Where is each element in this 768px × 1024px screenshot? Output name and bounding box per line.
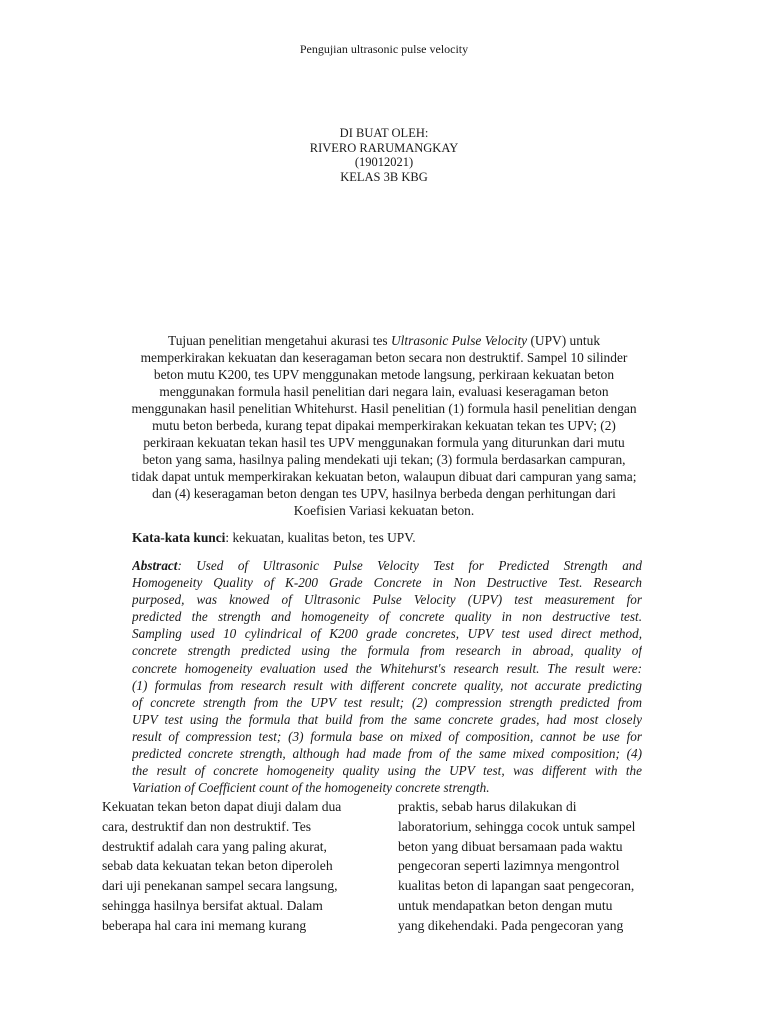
intro-line: Koefisien Variasi kekuatan beton. — [293, 503, 475, 518]
keywords-line — [132, 530, 416, 546]
author-label: DI BUAT OLEH: — [339, 126, 429, 140]
intro-line: memperkirakan kekuatan dan keseragaman beton secara non destruktif. Sampel 10 silinder — [140, 350, 628, 365]
intro-line: beton mutu K200, tes UPV menggunakan metode langsung, perkiraan kekuatan beton — [153, 367, 615, 382]
intro-line-0 — [96, 332, 672, 349]
body-line: praktis, sebab harus dilakukan di — [398, 799, 577, 814]
abstract-line: Homogeneity Quality of K-200 Grade Concrete in Non Destructive Test. Research — [132, 575, 642, 591]
author-name: RIVERO RARUMANGKAY — [309, 140, 459, 155]
keywords-text: : kekuatan, kualitas beton, tes UPV. — [225, 530, 416, 545]
abstract-line: the result of concrete homogeneity quality using the UPV test, was different with the — [132, 763, 642, 779]
intro-paragraph — [96, 332, 672, 519]
body-column-left — [102, 797, 382, 936]
abstract-line-last: Variation of Coefficient count of the homogeneity concrete strength. — [132, 780, 490, 796]
abstract-line: (1) formulas from research result with different concrete quality, not accurate predicting — [132, 677, 642, 693]
body-line: yang dikehendaki. Pada pengecoran yang — [398, 917, 624, 933]
author-block — [0, 126, 768, 184]
abstract-line: concrete strength predicted using the formula from research in abroad, quality of — [132, 643, 642, 659]
abstract-line-first — [132, 557, 642, 574]
body-line: dari uji penekanan sampel secara langsung, — [102, 878, 338, 894]
abstract-paragraph — [132, 557, 642, 796]
abstract-line: result of compression test; (3) formula base on mixed of composition, cannot be use for — [132, 728, 642, 744]
body-line: sebab data kekuatan tekan beton diperoleh — [102, 858, 333, 874]
intro-line: perkiraan kekuatan tekan hasil tes UPV menggunakan formula yang diturunkan dari mutu — [143, 435, 625, 450]
body-line: destruktif adalah cara yang paling akurat, — [102, 838, 327, 854]
intro-line: tidak dapat untuk memperkirakan kekuatan beton, walaupun dibuat dari campuran yang sama; — [131, 469, 637, 484]
body-line: pengecoran seperti lazimnya mengontrol — [398, 858, 620, 874]
body-line: cara, destruktif dan non destruktif. Tes — [102, 818, 312, 834]
body-line: beton yang dibuat bersamaan pada waktu — [398, 838, 623, 854]
intro-line: menggunakan hasil penelitian Whitehurst. Hasil penelitian (1) formula hasil penelitian dengan — [131, 401, 637, 416]
keywords-label: Kata-kata kunci — [132, 530, 226, 545]
author-id: (19012021) — [354, 155, 414, 170]
intro-line-0-b: (UPV) untuk — [527, 333, 601, 348]
abstract-line: concrete homogeneity evaluation used the Whitehurst's research result. The result were: — [132, 660, 642, 676]
intro-line: beton yang sama, hasilnya paling mendekati uji tekan; (3) formula berdasarkan campuran, — [142, 452, 626, 467]
body-line: laboratorium, sehingga cocok untuk sampel — [398, 818, 636, 834]
document-title: Pengujian ultrasonic pulse velocity — [299, 42, 469, 56]
abstract-line: predicted concrete strength, although had made from of the same mixed composition; (4) — [132, 746, 642, 762]
abstract-line: UPV test using the formula that build from the same concrete grades, had most closely — [132, 711, 642, 727]
author-class: KELAS 3B KBG — [340, 169, 428, 184]
abstract-label: Abstract — [132, 558, 178, 573]
abstract-line: Sampling used 10 cylindrical of K200 grade concretes, UPV test used direct method, — [132, 626, 642, 642]
body-line: beberapa hal cara ini memang kurang — [102, 917, 307, 933]
body-line: untuk mendapatkan beton dengan mutu — [398, 897, 613, 913]
abstract-line: purposed, was knowed of Ultrasonic Pulse Velocity (UPV) test measurement for — [132, 592, 642, 608]
intro-line: mutu beton berbeda, kurang tepat dipakai memperkirakan kekuatan tekan tes UPV; (2) — [152, 418, 616, 433]
body-line: sehingga hasilnya bersifat aktual. Dalam — [102, 897, 323, 913]
abstract-line: predicted the strength and homogeneity of concrete quality in non destructive test. — [132, 609, 642, 625]
abstract-line: of concrete strength from the UPV test result; (2) compression strength predicted from — [132, 694, 642, 710]
intro-line: menggunakan formula hasil penelitian dari negara lain, evaluasi keseragaman beton — [159, 384, 609, 399]
intro-line-0-italic: Ultrasonic Pulse Velocity — [391, 333, 528, 348]
body-column-right — [398, 797, 678, 936]
abstract-first-text: : Used of Ultrasonic Pulse Velocity Test for Predicted Strength and — [177, 558, 642, 573]
intro-line: dan (4) keseragaman beton dengan tes UPV, hasilnya berbeda dengan perhitungan dari — [152, 486, 616, 501]
body-line: kualitas beton di lapangan saat pengecoran, — [398, 878, 635, 894]
intro-line-0-a: Tujuan penelitian mengetahui akurasi tes — [167, 333, 391, 348]
body-line: Kekuatan tekan beton dapat diuji dalam dua — [102, 799, 342, 814]
